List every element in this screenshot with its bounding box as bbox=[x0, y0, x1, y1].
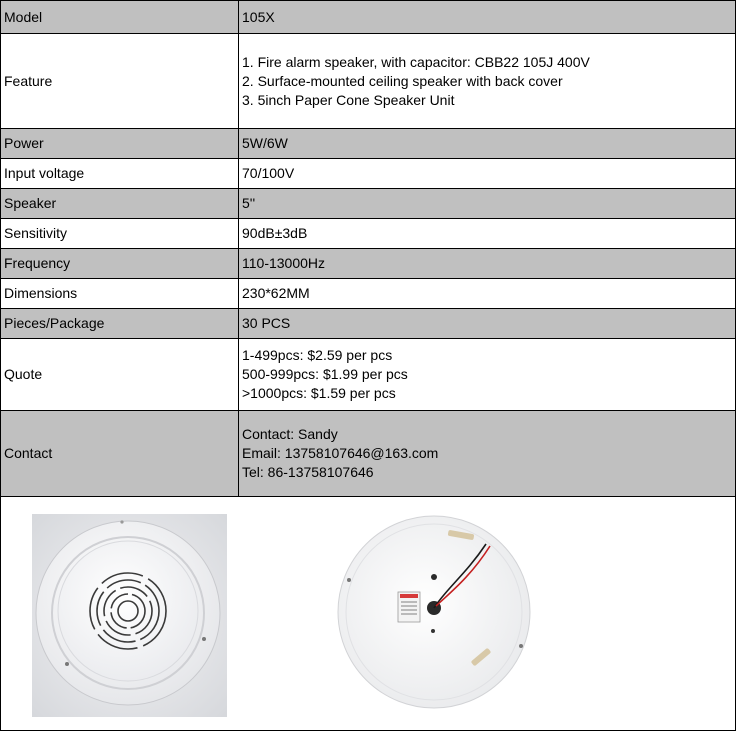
speaker-label: Speaker bbox=[1, 189, 239, 219]
dimensions-value: 230*62MM bbox=[239, 279, 736, 309]
quote-line: >1000pcs: $1.59 per pcs bbox=[242, 385, 396, 401]
input-voltage-label: Input voltage bbox=[1, 159, 239, 189]
row-frequency bbox=[1, 249, 736, 279]
contact-value bbox=[239, 411, 736, 497]
row-contact bbox=[1, 411, 736, 497]
sensitivity-value: 90dB±3dB bbox=[239, 219, 736, 249]
contact-email: Email: 13758107646@163.com bbox=[242, 445, 439, 461]
row-sensitivity bbox=[1, 219, 736, 249]
row-power bbox=[1, 129, 736, 159]
contact-label: Contact bbox=[1, 411, 239, 497]
row-dimensions bbox=[1, 279, 736, 309]
input-voltage-value: 70/100V bbox=[239, 159, 736, 189]
row-speaker bbox=[1, 189, 736, 219]
feature-label: Feature bbox=[1, 34, 239, 129]
quote-value bbox=[239, 339, 736, 411]
sensitivity-label: Sensitivity bbox=[1, 219, 239, 249]
row-model bbox=[1, 1, 736, 34]
row-input-voltage bbox=[1, 159, 736, 189]
contact-name: Contact: Sandy bbox=[242, 426, 338, 442]
pieces-value: 30 PCS bbox=[239, 309, 736, 339]
quote-line: 1-499pcs: $2.59 per pcs bbox=[242, 347, 393, 363]
pieces-label: Pieces/Package bbox=[1, 309, 239, 339]
speaker-value: 5'' bbox=[239, 189, 736, 219]
row-quote bbox=[1, 339, 736, 411]
frequency-label: Frequency bbox=[1, 249, 239, 279]
quote-line: 500-999pcs: $1.99 per pcs bbox=[242, 366, 408, 382]
dimensions-label: Dimensions bbox=[1, 279, 239, 309]
speaker-back-photo bbox=[336, 514, 532, 710]
quote-label: Quote bbox=[1, 339, 239, 411]
contact-phone: Tel: 86-13758107646 bbox=[242, 464, 374, 480]
feature-value bbox=[239, 34, 736, 129]
row-pieces bbox=[1, 309, 736, 339]
speaker-front-photo bbox=[32, 514, 227, 717]
power-label: Power bbox=[1, 129, 239, 159]
feature-line: 3. 5inch Paper Cone Speaker Unit bbox=[242, 91, 455, 108]
model-value: 105X bbox=[239, 1, 736, 34]
feature-line: 2. Surface-mounted ceiling speaker with back cover bbox=[242, 72, 563, 89]
row-feature bbox=[1, 34, 736, 129]
power-value: 5W/6W bbox=[239, 129, 736, 159]
model-label: Model bbox=[1, 1, 239, 34]
feature-line: 1. Fire alarm speaker, with capacitor: CBB22 105J 400V bbox=[242, 53, 590, 70]
frequency-value: 110-13000Hz bbox=[239, 249, 736, 279]
